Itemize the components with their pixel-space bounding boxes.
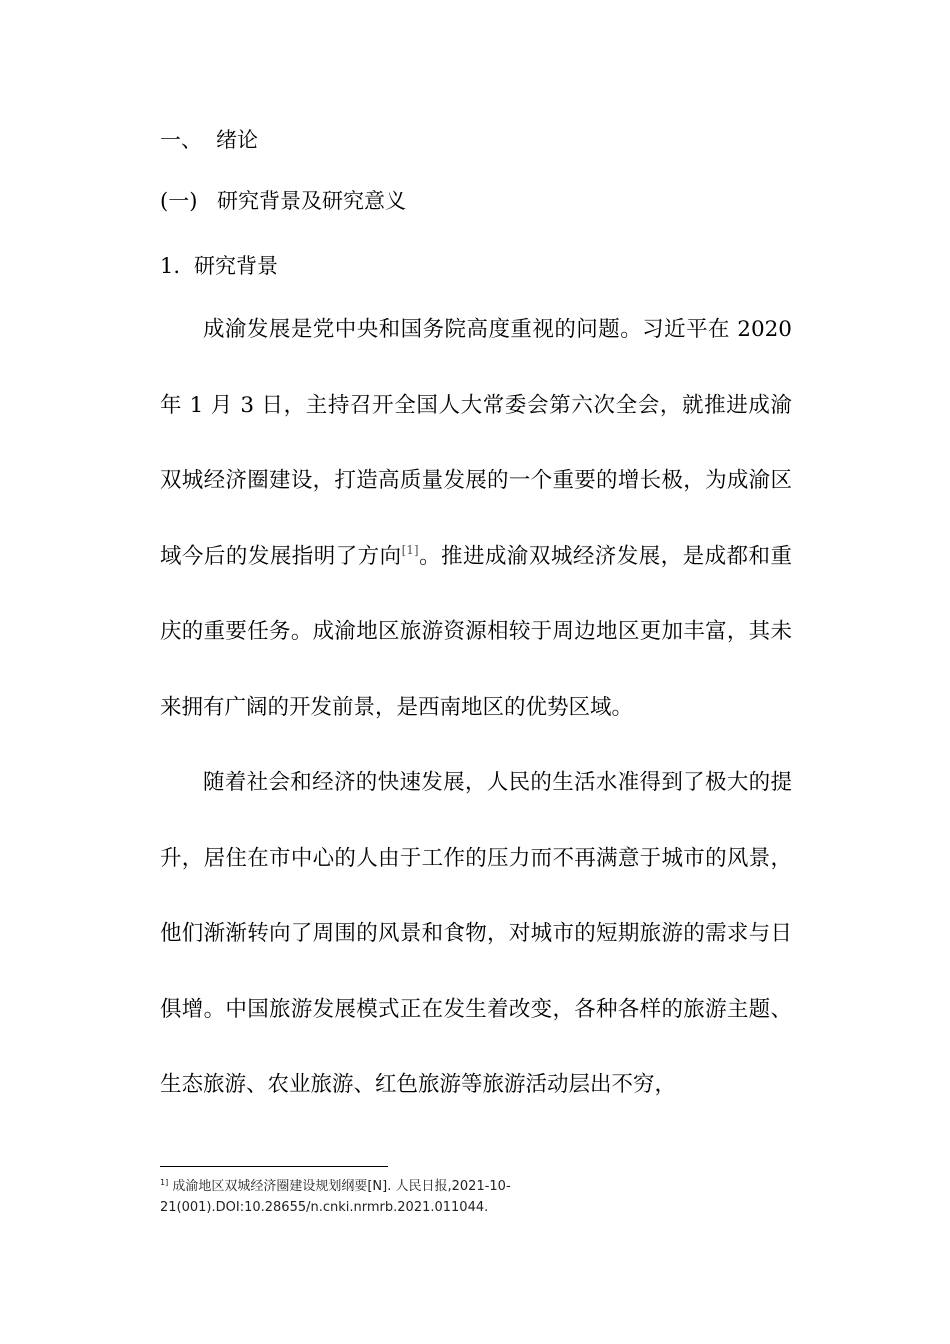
paragraph-text: 成渝发展是党中央和国务院高度重视的问题。习近平在 2020 年 1 月 3 日，主持召开全国人大常委会第六次全会，就推进成渝双城经济圈建设，打造高质量发展的一个重要的增长极，为成渝区域今后的发展指明了方向 (160, 317, 792, 569)
section-heading (160, 187, 406, 215)
footnote-marker: 1] (160, 1178, 169, 1187)
section-number: (一) (160, 189, 198, 213)
subsection-number: 1. (160, 254, 181, 278)
body-paragraph (160, 292, 792, 745)
subsection-heading (160, 252, 278, 280)
chapter-title: 绪论 (216, 128, 258, 152)
footnote-reference[interactable]: [1] (401, 542, 419, 557)
chapter-heading (160, 126, 258, 154)
footnote-text: 成渝地区双城经济圈建设规划纲要[N]. 人民日报,2021-10-21(001).DOI:10.28655/n.cnki.nrmrb.2021.011044. (160, 1179, 511, 1215)
subsection-title: 研究背景 (194, 254, 278, 278)
paragraph-text-continued: 。推进成渝双城经济发展，是成都和重庆的重要任务。成渝地区旅游资源相较于周边地区更加丰富，其未来拥有广阔的开发前景，是西南地区的优势区域。 (160, 543, 792, 720)
section-title: 研究背景及研究意义 (217, 189, 406, 213)
footnote-separator (160, 1166, 388, 1167)
footnote (160, 1176, 600, 1218)
body-paragraph (160, 745, 792, 1123)
chapter-number: 一、 (160, 128, 202, 152)
paragraph-text: 随着社会和经济的快速发展，人民的生活水准得到了极大的提升，居住在市中心的人由于工作的压力而不再满意于城市的风景，他们渐渐转向了周围的风景和食物，对城市的短期旅游的需求与日俱增。中国旅游发展模式正在发生着改变，各种各样的旅游主题、生态旅游、农业旅游、红色旅游等旅游活动层出不穷， (160, 770, 792, 1097)
